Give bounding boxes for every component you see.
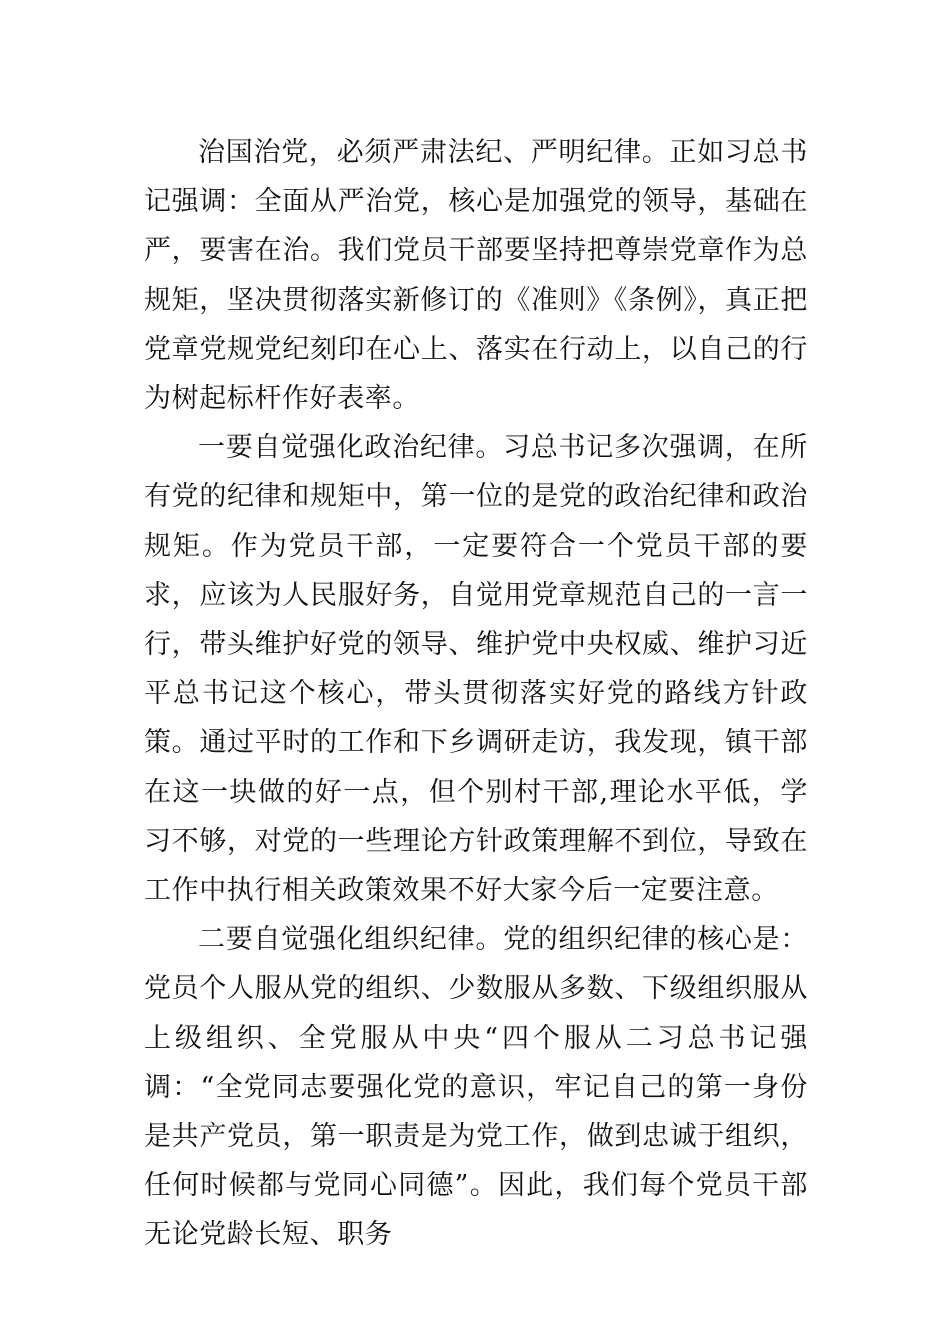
paragraph-organizational-discipline: 二要自觉强化组织纪律。党的组织纪律的核心是：党员个人服从党的组织、少数服从多数、下级组织服从上级组织、全党服从中央“四个服从二习总书记强调：“全党同志要强化党的意识，牢记自己的第一身份是共产党员，第一职责是为党工作，做到忠诚于组织，任何时候都与党同心同德”。因此，我们每个党员干部无论党龄长短、职务 — [144, 924, 808, 1251]
document-body — [144, 128, 808, 1260]
paragraph-political-discipline: 一要自觉强化政治纪律。习总书记多次强调，在所有党的纪律和规矩中，第一位的是党的政治纪律和政治规矩。作为党员干部，一定要符合一个党员干部的要求，应该为人民服好务，自觉用党章规范自己的一言一行，带头维护好党的领导、维护党中央权威、维护习近平总书记这个核心，带头贯彻落实好党的路线方针政策。通过平时的工作和下乡调研走访，我发现，镇干部在这一块做的好一点，但个别村干部,理论水平低，学习不够，对党的一些理论方针政策理解不到位，导致在工作中执行相关政策效果不好大家今后一定要注意。 — [144, 432, 808, 907]
paragraph-discipline-intro: 治国治党，必须严肃法纪、严明纪律。正如习总书记强调：全面从严治党，核心是加强党的领导，基础在严，要害在治。我们党员干部要坚持把尊崇党章作为总规矩，坚决贯彻落实新修订的《准则》《条例》，真正把党章党规党纪刻印在心上、落实在行动上，以自己的行为树起标杆作好表率。 — [144, 137, 808, 415]
